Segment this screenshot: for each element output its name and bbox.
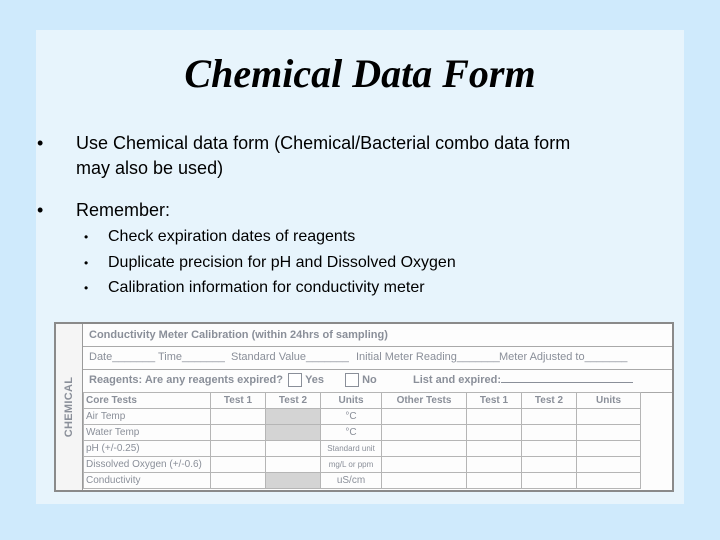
bullet-text-line1: Use Chemical data form (Chemical/Bacterial combo data form <box>76 133 571 153</box>
slide-title: Chemical Data Form <box>184 51 536 96</box>
bullet-text-line2: may also be used) <box>76 158 224 178</box>
table-row <box>84 441 641 457</box>
bullet-dot: • <box>84 230 89 244</box>
unit-cell: Standard unit <box>321 441 382 457</box>
table-row <box>84 409 641 425</box>
list-expired-label: List and expired: <box>413 374 502 386</box>
no-label: No <box>362 373 377 386</box>
side-label-text: CHEMICAL <box>63 376 75 438</box>
reagents-question: Reagents: Are any reagents expired? <box>89 374 283 386</box>
unit-cell: °C <box>321 425 382 441</box>
bullet-item <box>37 131 677 181</box>
unit-cell: uS/cm <box>321 473 382 489</box>
initial-reading-field: Initial Meter Reading_______ <box>356 351 500 363</box>
calibration-fields-row <box>83 346 672 370</box>
bullet-dot: • <box>84 256 89 270</box>
bullet-dot: • <box>37 200 44 220</box>
sub-bullet-text: Calibration information for conductivity meter <box>108 279 425 296</box>
calibration-heading: Conductivity Meter Calibration (within 24hrs of sampling) <box>89 329 388 341</box>
table-row <box>84 473 641 489</box>
test-name-cell: Conductivity <box>84 473 211 489</box>
meter-adjusted-field: Meter Adjusted to_______ <box>499 351 628 363</box>
no-option <box>345 373 377 387</box>
header-cell: Test 1 <box>467 393 522 409</box>
test-name-cell: Water Temp <box>84 425 211 441</box>
test-name-cell: pH (+/-0.25) <box>84 441 211 457</box>
calibration-row <box>83 324 672 347</box>
header-cell: Test 2 <box>522 393 577 409</box>
yes-option <box>288 373 324 387</box>
sub-bullet-text: Duplicate precision for pH and Dissolved Oxygen <box>108 254 456 271</box>
standard-value-field: Standard Value_______ <box>231 351 349 363</box>
chemical-data-form-image <box>54 322 674 492</box>
bullet-dot: • <box>84 281 89 295</box>
yes-checkbox <box>288 373 302 387</box>
bullet-dot: • <box>37 133 44 153</box>
yes-label: Yes <box>305 373 325 386</box>
time-field: Time_______ <box>158 351 225 363</box>
header-cell: Units <box>577 393 641 409</box>
bullet-text: Remember: <box>76 200 171 220</box>
date-field: Date_______ <box>89 351 156 363</box>
header-cell: Units <box>321 393 382 409</box>
test-name-cell: Dissolved Oxygen (+/-0.6) <box>84 457 211 473</box>
header-cell: Test 2 <box>266 393 321 409</box>
sub-bullet-text: Check expiration dates of reagents <box>108 228 356 245</box>
table-row <box>84 457 641 473</box>
table-header-row <box>84 393 641 409</box>
reagents-row <box>83 369 672 393</box>
header-cell: Test 1 <box>211 393 266 409</box>
header-cell: Other Tests <box>382 393 467 409</box>
unit-cell: mg/L or ppm <box>321 457 382 473</box>
header-cell: Core Tests <box>84 393 211 409</box>
test-name-cell: Air Temp <box>84 409 211 425</box>
unit-cell: °C <box>321 409 382 425</box>
form-side-label <box>56 324 83 490</box>
no-checkbox <box>345 373 359 387</box>
bullet-item <box>37 198 677 223</box>
table-row <box>84 425 641 441</box>
tests-table <box>83 392 641 489</box>
